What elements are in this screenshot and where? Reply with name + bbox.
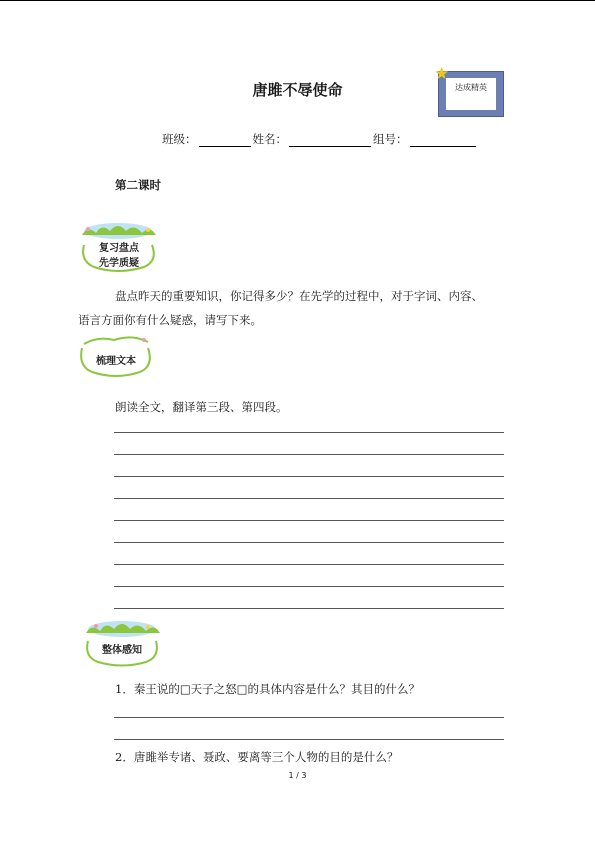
page-number: 1 / 3 — [288, 771, 307, 780]
top-rule — [0, 0, 595, 1]
review-paragraph — [78, 284, 508, 332]
group-blank[interactable] — [410, 134, 476, 147]
answer-line[interactable] — [114, 586, 504, 587]
answer-line[interactable] — [114, 520, 504, 521]
review-text-line2: 语言方面你有什么疑惑，请写下来。 — [78, 313, 262, 327]
lesson-heading: 第二课时 — [115, 178, 161, 192]
review-text-line1: 盘点昨天的重要知识，你记得多少？在先学的过程中，对于字词、内容、 — [115, 289, 483, 303]
class-blank[interactable] — [199, 134, 251, 147]
answer-line[interactable] — [114, 739, 504, 740]
badge-text: 达成精英 — [446, 78, 496, 110]
section-badge-review — [78, 221, 160, 273]
name-label: 姓名： — [252, 132, 287, 146]
answer-line[interactable] — [114, 476, 504, 477]
section-badge-overview — [82, 617, 162, 667]
star-icon: ★ — [434, 64, 450, 84]
answer-line[interactable] — [114, 608, 504, 609]
question-1: 1．秦王说的□天子之怒□的具体内容是什么？其目的什么？ — [115, 682, 421, 696]
answer-line[interactable] — [114, 432, 504, 433]
name-blank[interactable] — [289, 134, 371, 147]
question-2: 2．唐雎举专诸、聂政、要离等三个人物的目的是什么？ — [115, 750, 399, 764]
section-label: 梳理文本 — [96, 356, 136, 367]
answer-line[interactable] — [114, 717, 504, 718]
answer-line[interactable] — [114, 542, 504, 543]
section-label: 整体感知 — [102, 645, 142, 656]
instruction-text: 朗读全文，翻译第三段、第四段。 — [115, 400, 288, 414]
section-label-line1: 复习盘点 — [99, 243, 139, 254]
worksheet-title: 唐雎不辱使命 — [252, 81, 343, 99]
answer-line[interactable] — [114, 498, 504, 499]
student-info-line — [162, 131, 478, 147]
class-label: 班级： — [162, 132, 197, 146]
answer-line[interactable] — [114, 454, 504, 455]
section-badge-text — [78, 334, 154, 378]
answer-line[interactable] — [114, 564, 504, 565]
group-label: 组号： — [373, 132, 408, 146]
achievement-badge — [434, 64, 504, 117]
translate-instruction — [78, 395, 508, 419]
section-label-line2: 先学质疑 — [99, 258, 139, 269]
